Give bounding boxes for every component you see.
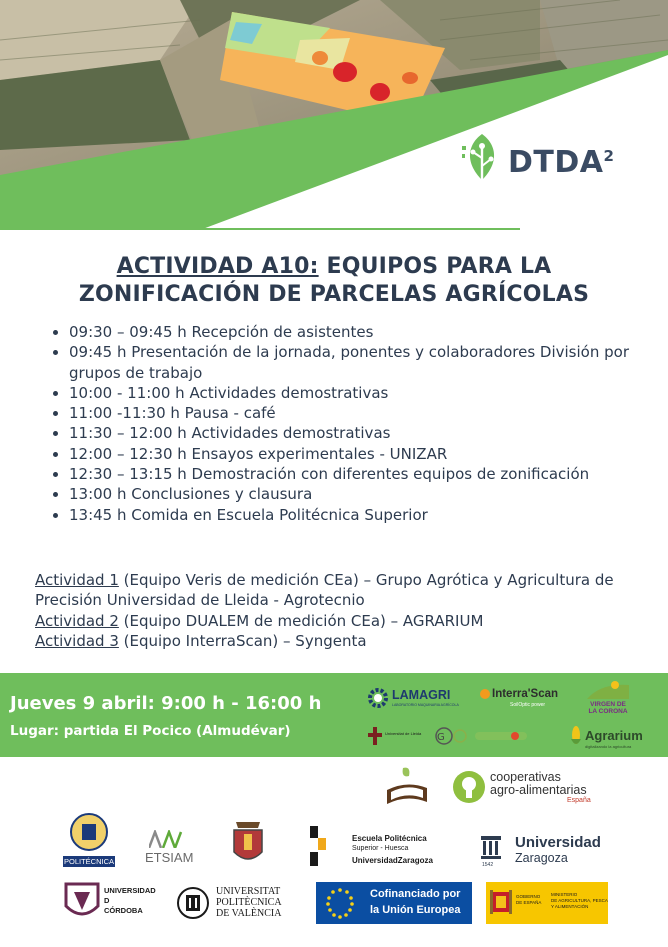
grap-logo-icon <box>432 725 470 747</box>
eps-letters-icon <box>310 826 326 866</box>
etsiam-logo: ETSIAM <box>145 830 205 866</box>
upm-crest-icon <box>69 812 109 852</box>
spain-coat-of-arms-icon <box>490 888 512 918</box>
schedule-item: • 10:00 - 11:00 h Actividades demostrativas <box>69 383 668 403</box>
eu-stars-icon <box>316 882 364 924</box>
lleida-logo: Universitat de Lleida <box>368 725 426 747</box>
event-band <box>0 673 668 757</box>
interrascan-logo: Interra'Scan SoilOptic power <box>480 687 562 715</box>
event-date: Jueves 9 abril: 9:00 h - 16:00 h <box>10 693 322 714</box>
politecnica-madrid-logo: POLITÉCNICA <box>63 812 115 868</box>
title-activity-code: ACTIVIDAD A10: <box>116 254 319 279</box>
schedule-item: • 13:45 h Comida en Escuela Politécnica Superior <box>69 505 668 525</box>
gobierno-espana-badge: GOBIERNO DE ESPAÑA MINISTERIO DE AGRICULTURA, PESCA Y ALIMENTACIÓN <box>486 882 608 924</box>
activity-item: Actividad 2 (Equipo DUALEM de medición CEa) – AGRARIUM <box>35 611 484 630</box>
coat-of-arms-icon <box>226 818 270 868</box>
etsiam-mark-icon <box>149 830 185 848</box>
hero-banner <box>0 0 668 230</box>
lleida-crest-icon <box>368 727 382 745</box>
unizar-building-icon <box>480 834 502 860</box>
dtda-wordmark: DTDA$^2$ <box>508 144 615 180</box>
upv-logo: UNIVERSITAT POLITÈCNICA DE VALÈNCIA <box>176 884 296 924</box>
upv-seal-icon <box>176 886 210 920</box>
schedule-item: • 12:30 – 13:15 h Demostración con diferentes equipos de zonificación <box>69 464 668 484</box>
activity-2-link[interactable]: Actividad 2 <box>35 611 119 630</box>
cordoba-logo: UNIVERSIDAD D CÓRDOBA <box>64 880 164 924</box>
schedule-list <box>50 322 668 525</box>
schedule-item: • 12:00 – 12:30 h Ensayos experimentales - UNIZAR <box>69 444 668 464</box>
activities-list <box>35 570 645 651</box>
event-place: Lugar: partida El Pocico (Almudévar) <box>10 723 291 739</box>
activity-1-link[interactable]: Actividad 1 <box>35 571 119 589</box>
activity-3-link[interactable]: Actividad 3 <box>35 631 119 650</box>
sun-hills-icon <box>585 679 631 701</box>
eu-cofinanced-badge: Cofinanciado por la Unión Europea <box>316 882 472 924</box>
cooperative-leaf-logo-icon <box>383 766 431 808</box>
eps-huesca-logo: Escuela Politécnica Superior - Huesca UniversidadZaragoza <box>310 826 460 868</box>
title-line2: ZONIFICACIÓN DE PARCELAS AGRÍCOLAS <box>78 282 590 307</box>
page-title <box>0 253 668 309</box>
agrarium-logo: Agrarium digitalizando la agricultura <box>570 725 656 751</box>
activity-item: Actividad 1 (Equipo Veris de medición CEa) – Grupo Agrótica y Agricultura de Precisión Universidad de Lleida - Agrotecnio <box>35 571 614 610</box>
title-line1-rest: EQUIPOS PARA LA <box>318 254 552 279</box>
aerial-field-photo <box>0 0 668 230</box>
gear-icon <box>367 687 389 709</box>
unizar-logo: 1542 Universidad Zaragoza <box>482 834 601 868</box>
cooperativas-circle-icon <box>452 770 486 804</box>
schedule-item: • 13:00 h Conclusiones y clausura <box>69 484 668 504</box>
lamagri-logo: LAMAGRI LABORATORIO MAQUINARIA AGRÍCOLA <box>367 685 467 715</box>
virgen-corona-logo: VIRGEN DE LA CORONA <box>585 679 631 719</box>
cordoba-shield-icon <box>64 882 100 922</box>
interra-dot-icon <box>480 689 490 699</box>
schedule-item: • 09:45 h Presentación de la jornada, ponentes y colaboradores División por grupos de trabajo <box>69 342 668 383</box>
dtda-logo <box>462 132 614 192</box>
schedule-item: • 11:30 – 12:00 h Actividades demostrativas <box>69 423 668 443</box>
corn-icon <box>570 725 582 749</box>
schedule-item: • 11:00 -11:30 h Pausa - café <box>69 403 668 423</box>
agrotecnio-logo-icon <box>475 729 527 743</box>
schedule-item: • 09:30 – 09:45 h Recepción de asistentes <box>69 322 668 342</box>
svg-text:G: G <box>437 732 445 743</box>
leaf-circuit-icon <box>462 132 502 192</box>
activity-item: Actividad 3 (Equipo InterraScan) – Syngenta <box>35 631 367 650</box>
cooperativas-logo: cooperativas agro-alimentarias España <box>452 768 612 808</box>
